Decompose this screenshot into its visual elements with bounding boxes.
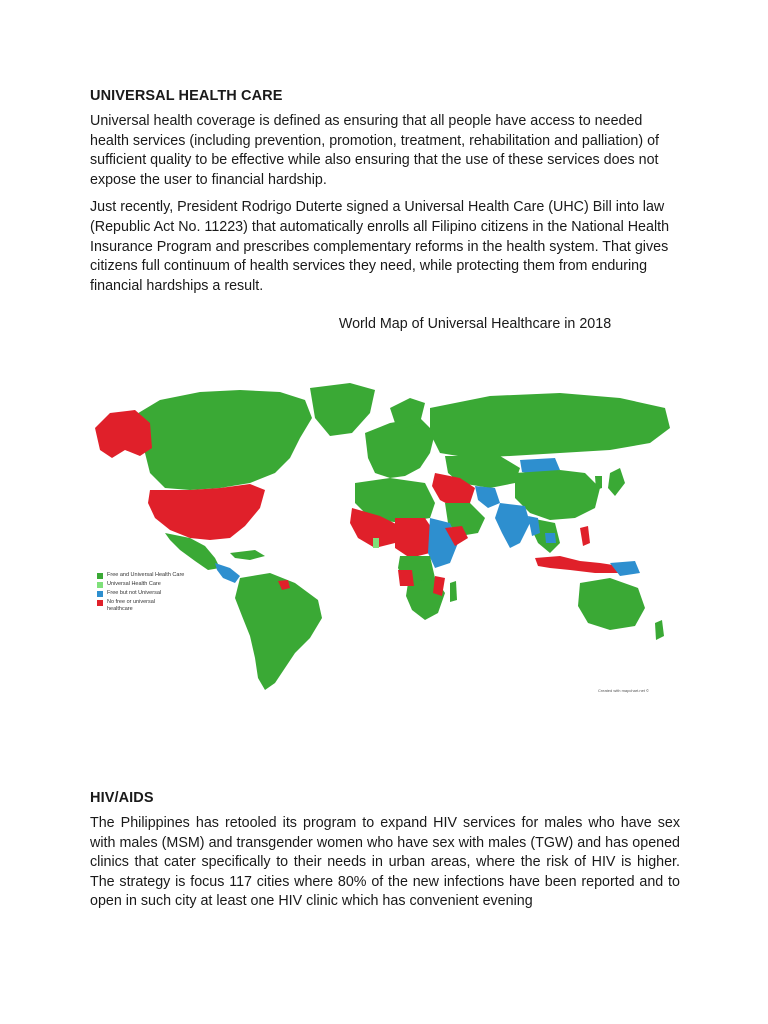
- map-indonesia: [535, 556, 620, 573]
- map-caption: World Map of Universal Healthcare in 2018: [338, 316, 612, 332]
- map-europe: [365, 418, 435, 478]
- map-south-america: [235, 573, 322, 690]
- legend-item: [97, 581, 184, 588]
- map-japan: [608, 468, 625, 496]
- legend-item: [97, 590, 184, 597]
- hiv-heading: HIV/AIDS: [90, 790, 154, 806]
- map-central-america: [215, 563, 240, 583]
- map-new-zealand: [655, 620, 664, 640]
- map-korea: [595, 476, 602, 490]
- map-angola: [398, 570, 414, 586]
- map-myanmar: [528, 516, 540, 536]
- map-india: [495, 503, 530, 548]
- hiv-section: [90, 790, 680, 920]
- legend-item: [97, 599, 184, 613]
- legend-label: Free but not Universal: [107, 590, 162, 596]
- map-madagascar: [450, 581, 457, 602]
- legend-swatch: [97, 591, 103, 597]
- legend-label: Universal Health Care: [107, 581, 161, 587]
- map-australia: [578, 578, 645, 630]
- world-map-svg: [90, 378, 680, 698]
- map-caribbean: [230, 550, 265, 560]
- legend-label: No free or universal healthcare: [107, 599, 155, 612]
- map-greenland: [310, 383, 375, 436]
- world-map: [90, 378, 680, 698]
- map-iran: [475, 486, 500, 508]
- map-legend: [97, 572, 184, 615]
- uhc-heading: UNIVERSAL HEALTH CARE: [90, 88, 283, 104]
- map-philippines: [580, 526, 590, 546]
- legend-item: [97, 572, 184, 579]
- legend-swatch: [97, 582, 103, 588]
- map-ghana: [373, 538, 379, 548]
- map-canada: [130, 390, 312, 490]
- map-cambodia: [545, 533, 556, 543]
- document-page: [90, 88, 680, 910]
- uhc-paragraph-1: Universal health coverage is defined as ensuring that all people have access to needed health services (including prevention, promotion, treatment, rehabilitation and palliation) of sufficient quality to be effective while also ensuring that the use of these services does not expose the user to financial hardship.: [90, 113, 660, 188]
- map-china: [515, 470, 600, 520]
- legend-swatch: [97, 573, 103, 579]
- map-usa: [148, 484, 265, 540]
- map-russia: [430, 393, 670, 458]
- hiv-paragraph: The Philippines has retooled its program to expand HIV services for males who have sex with males (MSM) and transgender women who have sex with males (TGW) and has opened clinics that cater specifically to their needs in urban areas, where the risk of HIV is higher. The strategy is focus 117 cities where 80% of the new infections have been reported and to open in such city at least one HIV clinic which has convenient evening: [90, 815, 680, 910]
- legend-swatch: [97, 600, 103, 606]
- legend-label: Free and Universal Health Care: [107, 572, 185, 578]
- map-credit: Created with mapchart.net ©: [598, 688, 649, 693]
- uhc-paragraph-2: Just recently, President Rodrigo Duterte signed a Universal Health Care (UHC) Bill into law (Republic Act No. 11223) that automatically enrolls all Filipino citizens in the National Health Insurance Program and prescribes complementary reforms in the health system. That gives citizens full continuum of health services they need, while protecting them from enduring financial hardships a result.: [90, 199, 670, 294]
- map-papua: [610, 561, 640, 576]
